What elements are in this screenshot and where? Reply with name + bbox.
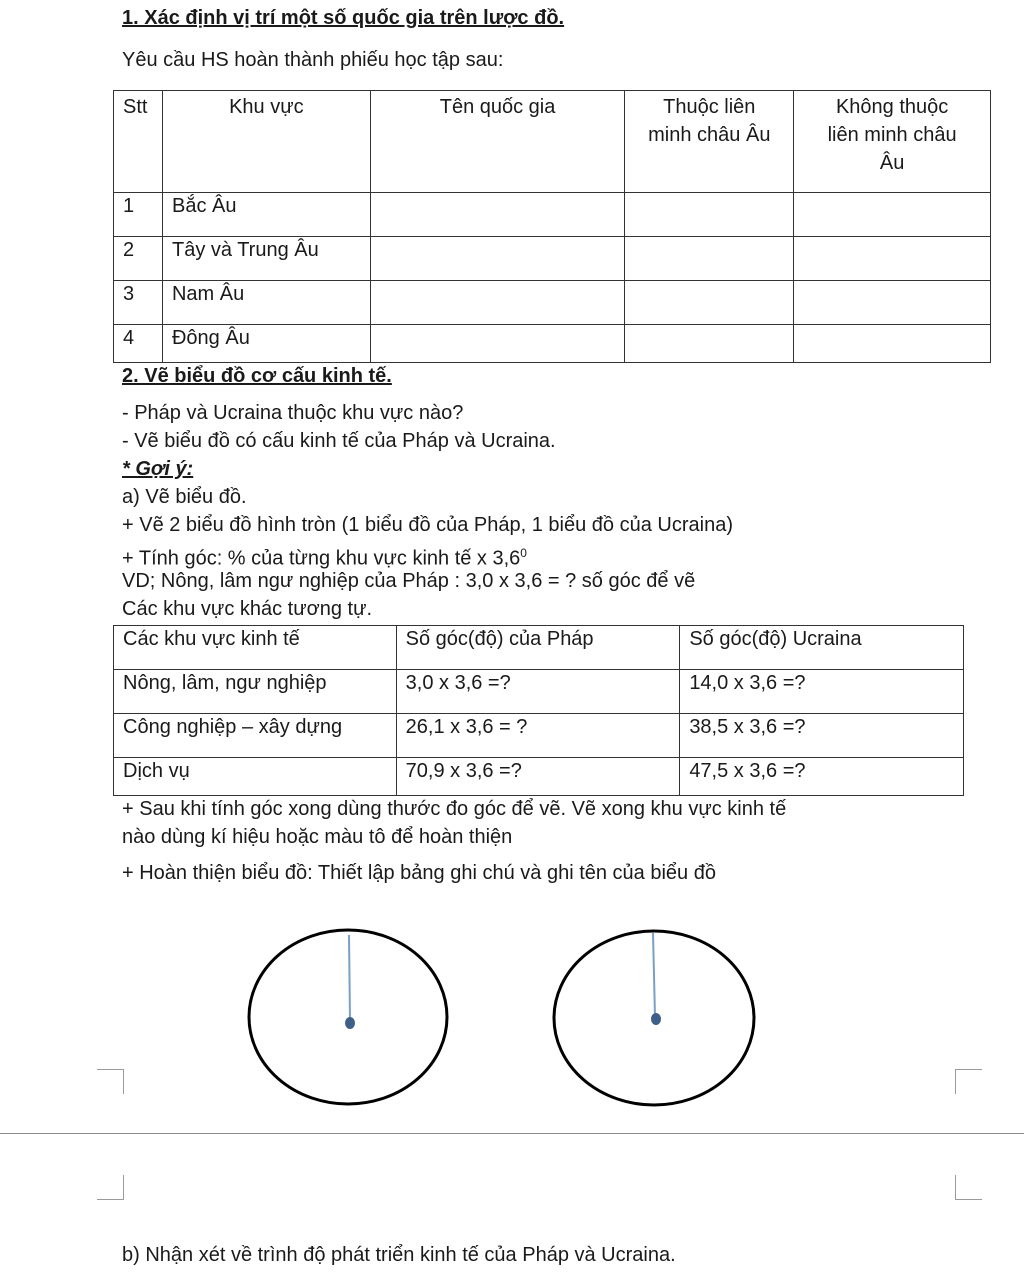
- header-country: Tên quốc gia: [370, 91, 625, 193]
- non-eu-cell[interactable]: [794, 325, 991, 363]
- france-cell: 3,0 x 3,6 =?: [396, 670, 680, 714]
- eu-cell[interactable]: [625, 193, 794, 237]
- header-stt: Stt: [114, 91, 163, 193]
- part-a-title: a) Vẽ biểu đồ.: [122, 486, 247, 508]
- angle-table-header: [114, 626, 964, 670]
- country-cell[interactable]: [370, 237, 625, 281]
- stt-cell: 3: [114, 281, 163, 325]
- page-corner-mark: [97, 1069, 124, 1094]
- after-line-3: + Hoàn thiện biểu đồ: Thiết lập bảng ghi chú và ghi tên của biểu đồ: [122, 862, 716, 884]
- eu-cell[interactable]: [625, 325, 794, 363]
- degree-sup: 0: [520, 546, 527, 560]
- country-cell[interactable]: [370, 193, 625, 237]
- table-row: [114, 714, 964, 758]
- stt-cell: 4: [114, 325, 163, 363]
- non-eu-cell[interactable]: [794, 237, 991, 281]
- question-2: - Vẽ biểu đồ có cấu kinh tế của Pháp và Ucraina.: [122, 430, 556, 452]
- hint-step-1: + Vẽ 2 biểu đồ hình tròn (1 biểu đồ của Pháp, 1 biểu đồ của Ucraina): [122, 514, 733, 536]
- france-cell: 26,1 x 3,6 = ?: [396, 714, 680, 758]
- header-non-eu: [794, 91, 991, 193]
- region-table-header: [114, 91, 991, 193]
- ukraine-cell: 14,0 x 3,6 =?: [680, 670, 964, 714]
- sector-cell: Dịch vụ: [114, 758, 397, 796]
- table-row: [114, 758, 964, 796]
- non-eu-cell[interactable]: [794, 193, 991, 237]
- header-france: Số góc(độ) của Pháp: [396, 626, 680, 670]
- france-pie-circle: [249, 930, 447, 1104]
- table-row: [114, 237, 991, 281]
- header-eu-member-line: minh châu Âu: [648, 124, 771, 146]
- header-non-eu-line: Không thuộc: [835, 96, 949, 118]
- after-line-2: nào dùng kí hiệu hoặc màu tô để hoàn thiện: [122, 826, 513, 848]
- ukraine-cell: 47,5 x 3,6 =?: [680, 758, 964, 796]
- example-line: VD; Nông, lâm ngư nghiệp của Pháp : 3,0 x 3,6 = ? số góc để vẽ: [122, 570, 696, 592]
- sector-cell: Nông, lâm, ngư nghiệp: [114, 670, 397, 714]
- question-1: - Pháp và Ucraina thuộc khu vực nào?: [122, 402, 464, 424]
- header-region: Khu vực: [162, 91, 370, 193]
- page-corner-mark: [955, 1069, 982, 1094]
- ukraine-cell: 38,5 x 3,6 =?: [680, 714, 964, 758]
- part-b-text: b) Nhận xét về trình độ phát triển kinh tế của Pháp và Ucraina.: [122, 1244, 676, 1266]
- page-break-line: [0, 1133, 1024, 1134]
- table-row: [114, 193, 991, 237]
- ukraine-pie-radius: [653, 933, 655, 1017]
- france-pie-center: [345, 1017, 355, 1029]
- region-cell: Tây và Trung Âu: [162, 237, 370, 281]
- region-cell: Đông Âu: [162, 325, 370, 363]
- header-eu-member-line: Thuộc liên: [663, 96, 756, 118]
- sector-cell: Công nghiệp – xây dựng: [114, 714, 397, 758]
- table-row: [114, 281, 991, 325]
- eu-cell[interactable]: [625, 281, 794, 325]
- stt-cell: 1: [114, 193, 163, 237]
- after-line-1: + Sau khi tính góc xong dùng thước đo góc để vẽ. Vẽ xong khu vực kinh tế: [122, 798, 787, 820]
- section1-title: 1. Xác định vị trí một số quốc gia trên lược đồ.: [122, 7, 565, 29]
- country-cell[interactable]: [370, 281, 625, 325]
- table-row: [114, 670, 964, 714]
- ukraine-pie-center: [651, 1013, 661, 1025]
- page-corner-mark: [955, 1175, 982, 1200]
- stt-cell: 2: [114, 237, 163, 281]
- eu-cell[interactable]: [625, 237, 794, 281]
- angle-table: [113, 625, 964, 796]
- header-sector: Các khu vực kinh tế: [114, 626, 397, 670]
- page-corner-mark: [97, 1175, 124, 1200]
- header-eu-member: [625, 91, 794, 193]
- france-cell: 70,9 x 3,6 =?: [396, 758, 680, 796]
- country-cell[interactable]: [370, 325, 625, 363]
- hint-label: * Gợi ý:: [122, 458, 194, 480]
- hint-step-2: [122, 541, 527, 571]
- hint-step-2-text: + Tính góc: % của từng khu vực kinh tế x 3,6: [122, 547, 521, 570]
- similar-line: Các khu vực khác tương tự.: [122, 598, 373, 620]
- region-cell: Nam Âu: [162, 281, 370, 325]
- region-cell: Bắc Âu: [162, 193, 370, 237]
- header-non-eu-line: Âu: [879, 152, 905, 174]
- header-ukraine: Số góc(độ) Ucraina: [680, 626, 964, 670]
- section1-instruction: Yêu cầu HS hoàn thành phiếu học tập sau:: [122, 49, 504, 71]
- section2-title: 2. Vẽ biểu đồ cơ cấu kinh tế.: [122, 365, 392, 387]
- header-non-eu-line: liên minh châu: [827, 124, 957, 146]
- empty-pie-templates: [240, 925, 770, 1115]
- region-table: [113, 90, 991, 363]
- france-pie-radius: [349, 935, 350, 1021]
- table-row: [114, 325, 991, 363]
- non-eu-cell[interactable]: [794, 281, 991, 325]
